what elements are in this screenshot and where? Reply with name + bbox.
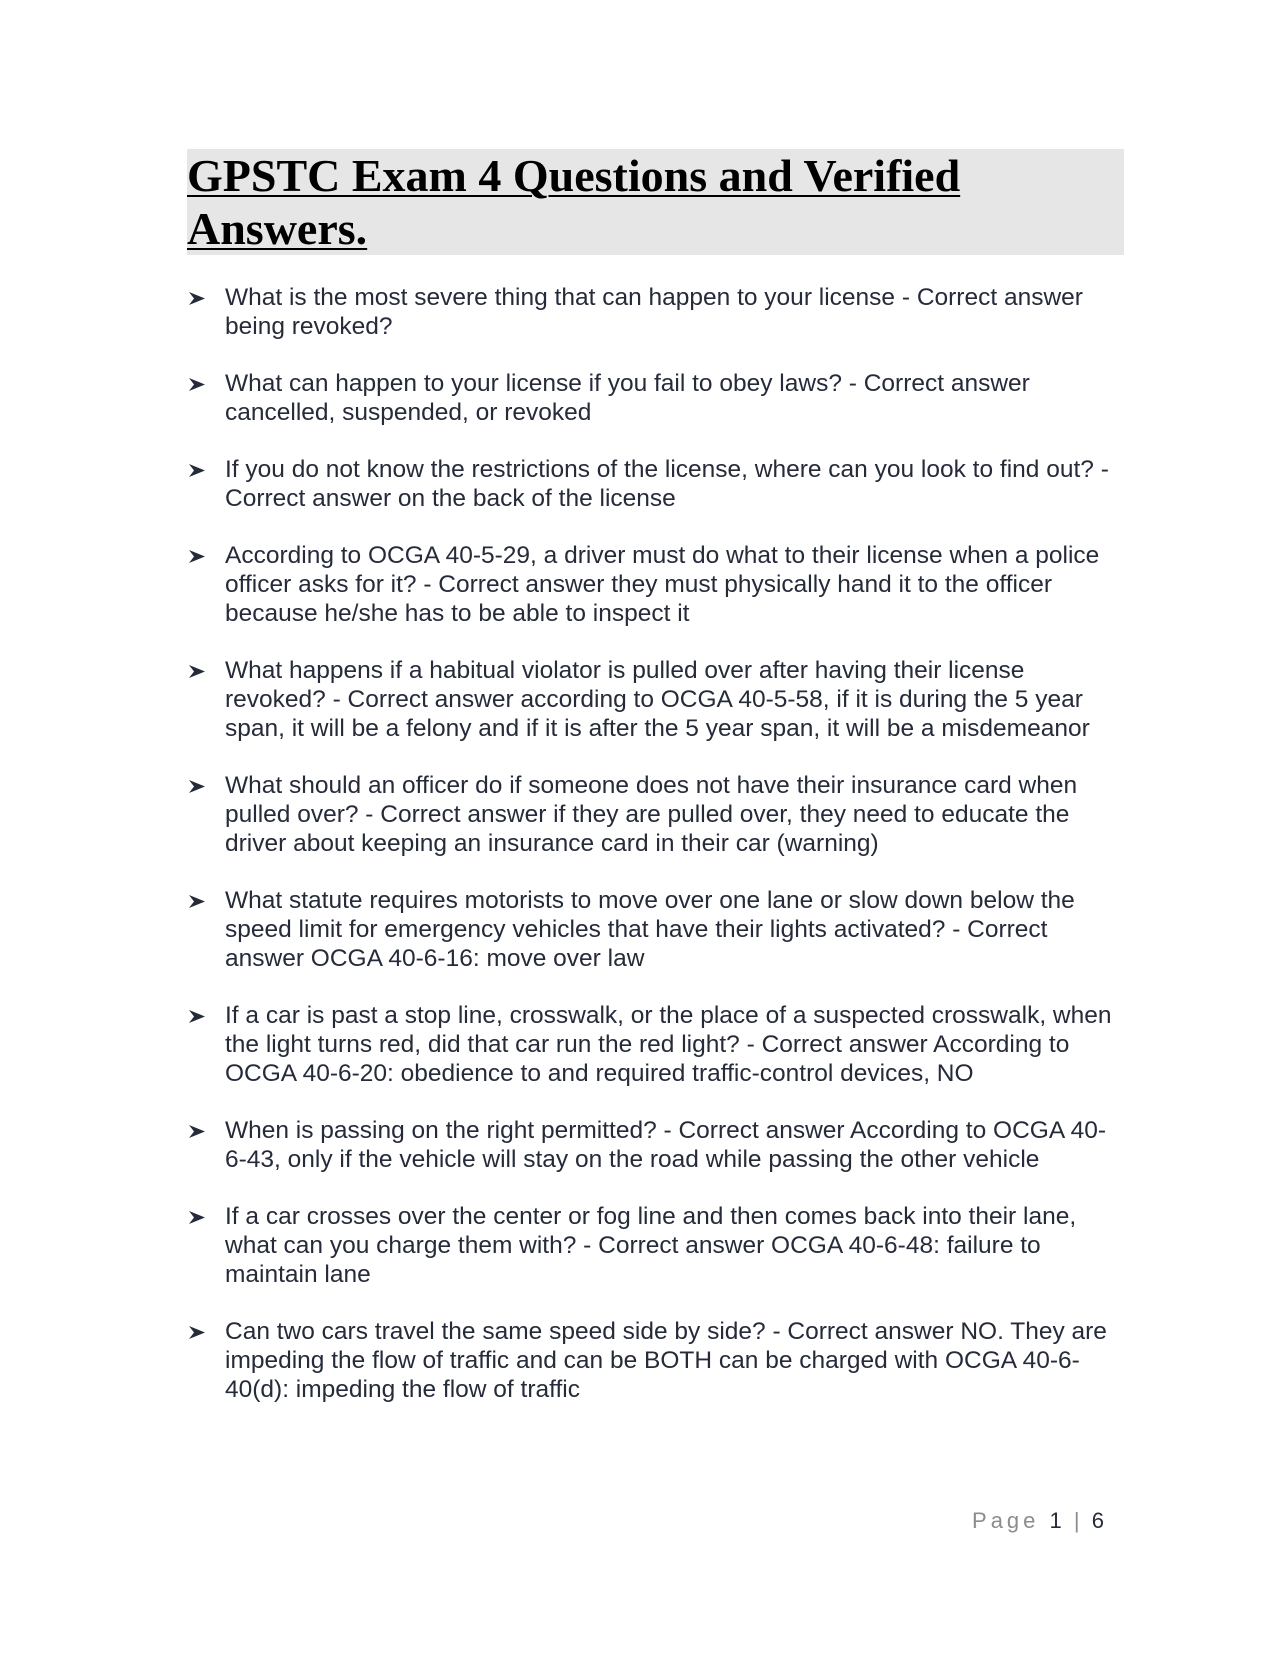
list-item (187, 1202, 1127, 1289)
page-footer (972, 1508, 1104, 1534)
list-item (187, 1001, 1127, 1088)
list-item (187, 656, 1127, 743)
list-item-text: What happens if a habitual violator is pulled over after having their license revoked? - Correct answer according to OCGA 40-5-58, if it is during the 5 year span, it will be a felony and if it is after the 5 year span, it will be a misdemeanor (225, 657, 1090, 742)
arrowhead-bullet-icon (189, 1202, 209, 1231)
page-total: 6 (1091, 1508, 1104, 1533)
arrowhead-bullet-icon (189, 771, 209, 800)
list-item-text: According to OCGA 40-5-29, a driver must do what to their license when a police officer asks for it? - Correct answer they must physically hand it to the officer because he/she has to be able to inspect it (225, 542, 1100, 627)
list-item (187, 283, 1127, 341)
list-item (187, 1317, 1127, 1404)
list-item (187, 541, 1127, 628)
arrowhead-bullet-icon (189, 1317, 209, 1346)
title-line-1: GPSTC Exam 4 Questions and Verified (187, 150, 961, 201)
list-item (187, 886, 1127, 973)
page-number: 1 (1049, 1508, 1062, 1533)
list-item-text: When is passing on the right permitted? - Correct answer According to OCGA 40-6-43, only if the vehicle will stay on the road while passing the other vehicle (225, 1117, 1107, 1173)
arrowhead-bullet-icon (189, 283, 209, 312)
arrowhead-bullet-icon (189, 455, 209, 484)
list-item-text: If a car is past a stop line, crosswalk, or the place of a suspected crosswalk, when the light turns red, did that car run the red light? - Correct answer According to OCGA 40-6-20: obedience to and required traffic-control devices, NO (225, 1002, 1112, 1087)
page-label: Page (972, 1508, 1040, 1533)
list-item-text: If a car crosses over the center or fog line and then comes back into their lane, what can you charge them with? - Correct answer OCGA 40-6-48: failure to maintain lane (225, 1203, 1077, 1288)
title-block (187, 149, 1124, 255)
list-item (187, 771, 1127, 858)
qa-list (187, 283, 1127, 1432)
arrowhead-bullet-icon (189, 1001, 209, 1030)
arrowhead-bullet-icon (189, 369, 209, 398)
list-item-text: Can two cars travel the same speed side by side? - Correct answer NO. They are impeding the flow of traffic and can be BOTH can be charged with OCGA 40-6-40(d): impeding the flow of traffic (225, 1318, 1107, 1403)
list-item (187, 369, 1127, 427)
arrowhead-bullet-icon (189, 541, 209, 570)
list-item (187, 455, 1127, 513)
list-item-text: What statute requires motorists to move over one lane or slow down below the speed limit for emergency vehicles that have their lights activated? - Correct answer OCGA 40-6-16: move over law (225, 887, 1075, 972)
page-separator: | (1073, 1508, 1080, 1533)
list-item-text: If you do not know the restrictions of the license, where can you look to find out? - Correct answer on the back of the license (225, 456, 1109, 512)
arrowhead-bullet-icon (189, 656, 209, 685)
list-item-text: What is the most severe thing that can happen to your license - Correct answer being revoked? (225, 284, 1083, 340)
list-item-text: What can happen to your license if you fail to obey laws? - Correct answer cancelled, suspended, or revoked (225, 370, 1030, 426)
arrowhead-bullet-icon (189, 1116, 209, 1145)
list-item (187, 1116, 1127, 1174)
list-item-text: What should an officer do if someone does not have their insurance card when pulled over? - Correct answer if they are pulled over, they need to educate the driver about keeping an insurance card in their car (warning) (225, 772, 1078, 857)
title-line-2: Answers. (187, 203, 368, 254)
arrowhead-bullet-icon (189, 886, 209, 915)
page-title (187, 149, 1124, 255)
